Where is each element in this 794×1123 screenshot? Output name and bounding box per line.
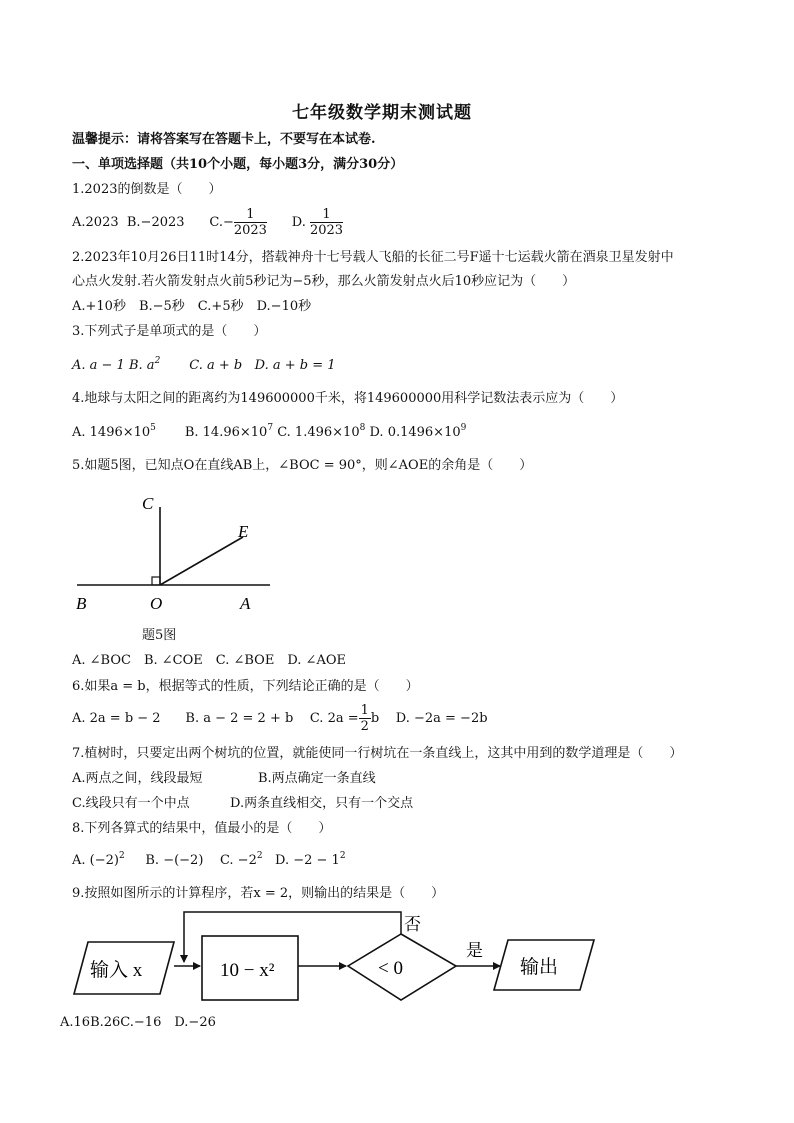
- question-7-stem: 7.植树时，只要定出两个树坑的位置，就能使同一行树坑在一条直线上，这其中用到的数学道理是（ ）: [72, 746, 683, 761]
- q8-option-b: B. −(−2): [145, 853, 204, 868]
- question-5-stem: 5.如题5图，已知点O在直线AB上，∠BOC = 90°，则∠AOE的余角是（ ）: [72, 458, 533, 473]
- decision-label: < 0: [378, 958, 403, 979]
- q3-option-a: A. a − 1: [72, 358, 125, 373]
- q8-option-d-exponent: 2: [339, 851, 346, 861]
- q4-option-c-exponent: 8: [359, 423, 366, 433]
- output-label: 输出: [520, 957, 559, 978]
- q1-option-c-fraction: $\frac{1}{2023}$: [233, 207, 267, 238]
- question-6-stem: 6.如果a = b，根据等式的性质，下列结论正确的是（ ）: [72, 679, 419, 694]
- q3-option-d: D. a + b = 1: [254, 358, 336, 373]
- question-3-options: [72, 358, 336, 374]
- q1-option-d: D.: [291, 215, 306, 230]
- page-title: 七年级数学期末测试题: [292, 103, 472, 123]
- question-2-options: A.+10秒 B.−5秒 C.+5秒 D.−10秒: [72, 299, 312, 314]
- question-5-options: A. ∠BOC B. ∠COE C. ∠BOE D. ∠AOE: [72, 653, 346, 668]
- question-6-options: [72, 703, 488, 734]
- q4-option-b-exponent: 7: [267, 423, 274, 433]
- section-heading: 一、单项选择题（共10个小题，每小题3分，满分30分）: [72, 157, 404, 172]
- q1-option-d-fraction: $\frac{1}{2023}$: [309, 207, 344, 238]
- q4-option-a: A. 1496×10: [72, 425, 151, 440]
- q7-option-a: A.两点之间，线段最短: [72, 771, 203, 786]
- q4-option-d: D. 0.1496×10: [369, 425, 461, 440]
- right-angle-mark: [152, 577, 160, 585]
- q6-option-d: D. −2a = −2b: [395, 711, 488, 726]
- q8-option-c-exponent: 2: [256, 851, 263, 861]
- q3-option-b-exponent: 2: [154, 356, 161, 366]
- label-c: C: [142, 494, 154, 513]
- q7-option-c: C.线段只有一个中点: [72, 796, 190, 811]
- question-4-options: [72, 425, 466, 441]
- question-4-stem: 4.地球与太阳之间的距离约为149600000千米，将149600000用科学记数法表示应为（ ）: [72, 391, 624, 406]
- q7-option-d: D.两条直线相交，只有一个交点: [230, 796, 414, 811]
- question-3-stem: 3.下列式子是单项式的是（ ）: [72, 324, 267, 339]
- q6-option-a: A. 2a = b − 2: [72, 711, 161, 726]
- question-8-stem: 8.下列各算式的结果中，值最小的是（ ）: [72, 821, 332, 836]
- q6-option-c: C. 2a =: [309, 711, 359, 726]
- process-label: 10 − x²: [220, 960, 275, 981]
- q4-option-b: B. 14.96×10: [184, 425, 268, 440]
- q3-option-b: B. a: [128, 358, 155, 373]
- q1-option-b: B.−2023: [126, 215, 185, 230]
- label-e: E: [238, 522, 249, 541]
- label-b: B: [76, 594, 87, 613]
- q8-option-c: C. −2: [219, 853, 257, 868]
- q1-option-c: C.−: [209, 215, 234, 230]
- question-1-options: [72, 207, 343, 238]
- input-label: 输入 x: [90, 960, 143, 981]
- q8-option-a: A. (−2): [72, 853, 119, 868]
- q4-option-c: C. 1.496×10: [277, 425, 360, 440]
- q4-option-d-exponent: 9: [460, 423, 467, 433]
- figure-5-angle-diagram: [60, 485, 280, 625]
- question-1-stem: 1.2023的倒数是（ ）: [72, 182, 222, 197]
- question-9-stem: 9.按照如图所示的计算程序，若x = 2，则输出的结果是（ ）: [72, 886, 445, 901]
- q6-option-b: B. a − 2 = 2 + b: [185, 711, 294, 726]
- q4-option-a-exponent: 5: [150, 423, 156, 433]
- yes-label: 是: [466, 941, 483, 960]
- q8-option-d: D. −2 − 1: [275, 853, 340, 868]
- question-2-line-1: 2.2023年10月26日11时14分，搭载神舟十七号载人飞船的长征二号F遥十七运载火箭在酒泉卫星发射中: [72, 250, 674, 265]
- no-label: 否: [404, 915, 421, 934]
- q6-option-c-fraction: $\frac{1}{2}$: [360, 703, 369, 734]
- label-o: O: [150, 594, 163, 613]
- ray-oe: [160, 537, 243, 585]
- question-9-options: A.16B.26C.−16 D.−26: [60, 1015, 216, 1030]
- label-a: A: [240, 594, 251, 613]
- q1-option-a: A.2023: [72, 215, 119, 230]
- question-8-options: [72, 853, 346, 869]
- q7-option-b: B.两点确定一条直线: [258, 771, 376, 786]
- question-2-line-2: 心点火发射.若火箭发射点火前5秒记为−5秒，那么火箭发射点火后10秒应记为（ ）: [72, 274, 576, 289]
- q3-option-c: C. a + b: [189, 358, 243, 373]
- q8-option-a-exponent: 2: [118, 851, 125, 861]
- q6-option-c-suffix: b: [370, 711, 380, 726]
- figure-5-caption: 题5图: [142, 628, 177, 643]
- figure-9-flowchart: [60, 902, 620, 1010]
- notice: 温馨提示：请将答案写在答题卡上，不要写在本试卷.: [72, 132, 376, 147]
